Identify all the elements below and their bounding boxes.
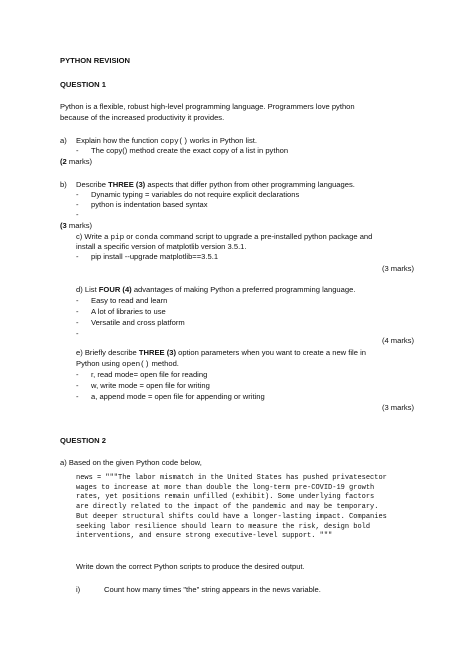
q1b-answer-2: python is indentation based syntax: [91, 200, 208, 209]
q1-intro-line-2: because of the increased productivity it provides.: [60, 113, 225, 122]
q1c-answer: pip install --upgrade matplotlib==3.5.1: [91, 252, 219, 261]
q1a-prompt: Explain how the function copy() works in Python list.: [76, 136, 257, 146]
question-2-heading: QUESTION 2: [60, 436, 106, 445]
q1e-answer-1: r, read mode= open file for reading: [91, 370, 208, 379]
q1d-prompt: d) List FOUR (4) advantages of making Python a preferred programming language.: [76, 285, 356, 294]
code-line: But deeper structural shifts could have a longer-lasting impact. Companies: [76, 512, 387, 521]
q1e-answer-3: a, append mode = open file for appending or writing: [91, 392, 265, 401]
q1a-answer-dash: -: [76, 146, 79, 155]
q2i-label: i): [76, 585, 81, 594]
q2a-prompt: a) Based on the given Python code below,: [60, 458, 202, 467]
code-line: interventions, and ensure strong executive-level support. """: [76, 532, 333, 541]
q1d-answer-1: Easy to read and learn: [91, 296, 168, 305]
q1-intro-line-1: Python is a flexible, robust high-level programming language. Programmers love python: [60, 102, 355, 111]
q1d-answer-2: A lot of libraries to use: [91, 307, 166, 316]
code-conda: conda: [135, 234, 158, 242]
q1c-prompt: c) Write a pip or conda command script to upgrade a pre-installed python package and: [76, 232, 373, 242]
q1e-dash-1: -: [76, 370, 79, 379]
q1d-dash-3: -: [76, 318, 79, 327]
q1b-dash-3: -: [76, 210, 79, 219]
q1a-label: a): [60, 136, 67, 145]
q1a-marks: (2 marks): [60, 157, 93, 166]
q1b-dash-2: -: [76, 200, 79, 209]
code-line: seeking labor resilience should learn to measure the risk, design bold: [76, 522, 371, 531]
code-line: wages to increase at more than double the long-term pre-COVID-19 growth: [76, 483, 375, 492]
q2-instruction: Write down the correct Python scripts to produce the desired output.: [76, 562, 305, 571]
news-code-block: [76, 474, 416, 542]
q1e-dash-3: -: [76, 392, 79, 401]
q1e-marks: (3 marks): [381, 403, 414, 412]
q1b-label: b): [60, 180, 67, 189]
q1c-answer-dash: -: [76, 252, 79, 261]
q1c-line-2: install a specific version of matplotlib version 3.5.1.: [76, 242, 247, 251]
code-line: are directly related to the impact of the pandemic and may be temporary.: [76, 503, 379, 512]
q1e-dash-2: -: [76, 381, 79, 390]
code-copy: copy(): [160, 138, 188, 146]
question-1-heading: QUESTION 1: [60, 80, 106, 89]
code-line: news = """The labor mismatch in the United States has pushed privatesector: [76, 474, 387, 482]
code-pip: pip: [110, 234, 125, 242]
q1b-answer-1: Dynamic typing = variables do not require explicit declarations: [91, 190, 300, 199]
q1e-line-2: Python using open() method.: [76, 359, 179, 369]
q1d-dash-1: -: [76, 296, 79, 305]
code-line: rates, yet positions remain unfilled (exhibit). Some underlying factors: [76, 493, 375, 502]
q1e-prompt: e) Briefly describe THREE (3) option parameters when you want to create a new file in: [76, 348, 366, 357]
q1b-prompt: Describe THREE (3) aspects that differ python from other programming languages.: [76, 180, 355, 189]
q2i-text: Count how many times "the" string appears in the news variable.: [104, 585, 321, 594]
q1d-dash-2: -: [76, 307, 79, 316]
q1e-answer-2: w, write mode = open file for writing: [91, 381, 210, 390]
q1b-marks: (3 marks): [60, 221, 93, 230]
q1a-answer: The copy() method create the exact copy of a list in python: [91, 146, 289, 155]
q1d-dash-4: -: [76, 329, 79, 338]
q1b-dash-1: -: [76, 190, 79, 199]
q1d-marks: (4 marks): [381, 336, 414, 345]
code-open: open(): [122, 361, 150, 369]
page-title: PYTHON REVISION: [60, 56, 131, 65]
q1d-answer-3: Versatile and cross platform: [91, 318, 185, 327]
q1c-marks: (3 marks): [381, 264, 414, 273]
